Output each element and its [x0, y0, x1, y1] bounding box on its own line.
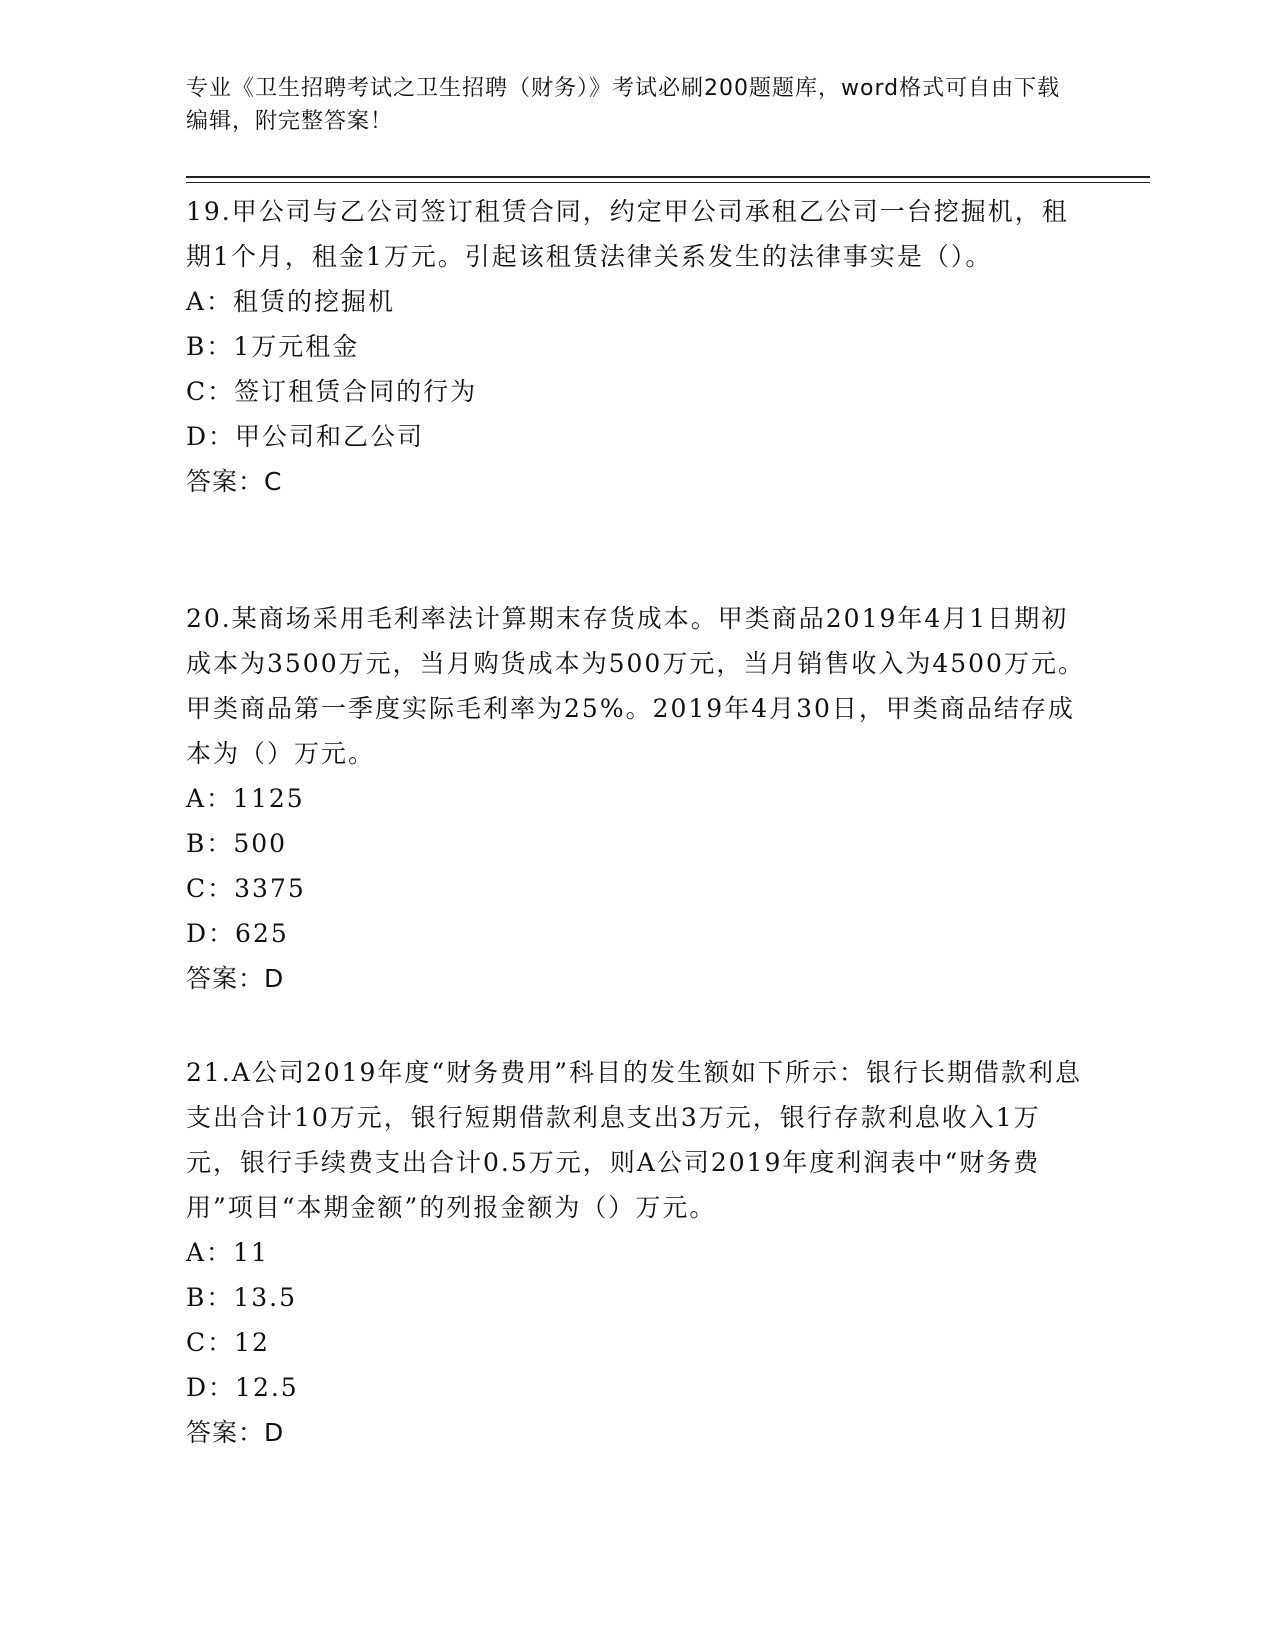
option-b: B：1万元租金 [186, 332, 360, 361]
option-a: A：1125 [186, 784, 305, 813]
answer-line: 答案：D [186, 964, 285, 993]
question-21 [186, 1050, 1086, 1455]
option-c: C：3375 [186, 874, 306, 903]
option-b: B：13.5 [186, 1283, 298, 1312]
question-stem: 19.甲公司与乙公司签订租赁合同，约定甲公司承租乙公司一台挖掘机，租期1个月，租金1万元。引起该租赁法律关系发生的法律事实是（）。 [186, 197, 1069, 271]
option-d: D：甲公司和乙公司 [186, 422, 425, 451]
option-d: D：625 [186, 919, 289, 948]
question-stem: 21.A公司2019年度“财务费用”科目的发生额如下所示：银行长期借款利息支出合计10万元，银行短期借款利息支出3万元，银行存款利息收入1万元，银行手续费支出合计0.5万元，则A公司2019年度利润表中“财务费用”项目“本期金额”的列报金额为（）万元。 [186, 1058, 1082, 1222]
option-c: C：签订租赁合同的行为 [186, 377, 478, 406]
answer-line: 答案：D [186, 1418, 285, 1447]
header-divider-thin [186, 182, 1150, 183]
option-a: A：租赁的挖掘机 [186, 287, 396, 316]
header-divider-thick [186, 176, 1150, 178]
document-intro: 专业《卫生招聘考试之卫生招聘（财务）》考试必刷200题题库，word格式可自由下载编辑，附完整答案！ [186, 76, 1061, 134]
question-19 [186, 189, 1086, 504]
option-d: D：12.5 [186, 1373, 299, 1402]
option-a: A：11 [186, 1238, 269, 1267]
option-c: C：12 [186, 1328, 270, 1357]
option-b: B：500 [186, 829, 288, 858]
question-stem: 20.某商场采用毛利率法计算期末存货成本。甲类商品2019年4月1日期初成本为3500万元，当月购货成本为500万元，当月销售收入为4500万元。甲类商品第一季度实际毛利率为25%。2019年4月30日，甲类商品结存成本为（）万元。 [186, 604, 1085, 768]
answer-line: 答案：C [186, 467, 283, 496]
question-20 [186, 596, 1086, 1001]
